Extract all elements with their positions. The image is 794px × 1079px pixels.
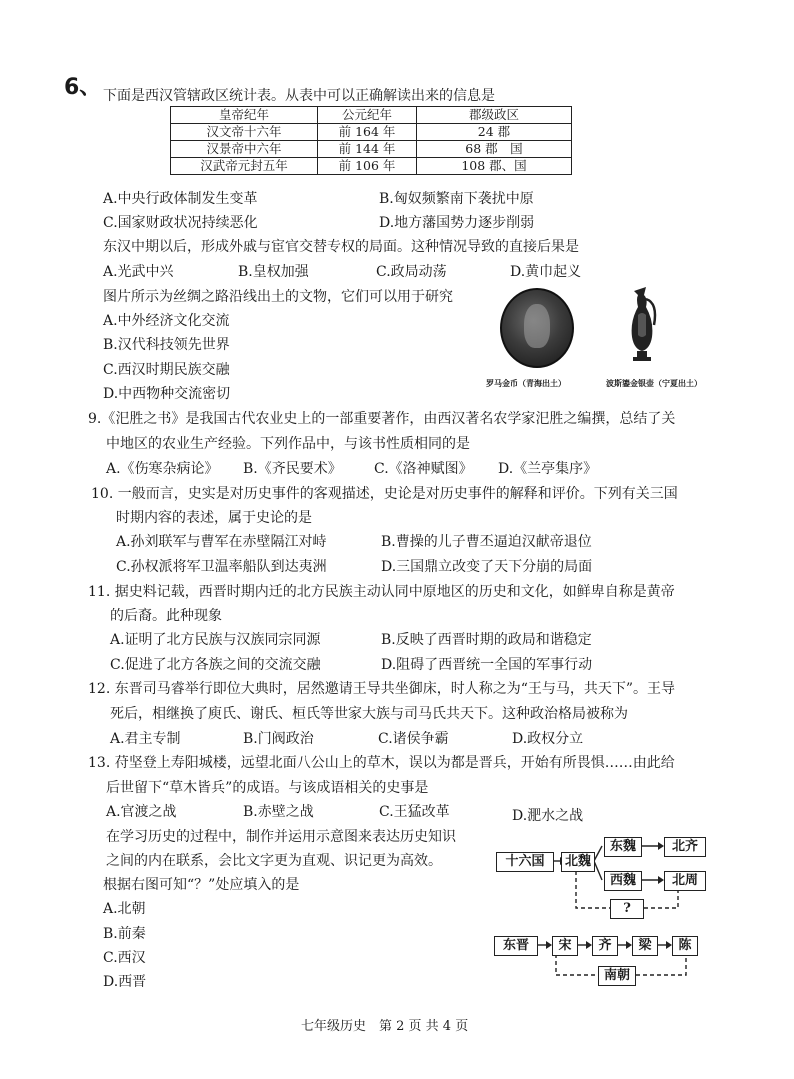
q6-option-a: A.中央行政体制发生变革	[103, 191, 258, 207]
diagram-box-northern-wei: 北魏	[561, 852, 595, 872]
q13-option-b: B.赤壁之战	[243, 804, 314, 820]
q11-option-b: B.反映了西晋时期的政局和谐稳定	[381, 632, 592, 648]
question-14-stem-line1: 在学习历史的过程中，制作并运用示意图来表达历史知识	[106, 829, 456, 845]
roman-coin-image	[500, 288, 574, 368]
question-14-stem-line2: 之间的内在联系，会比文字更为直观、识记更为高效。	[106, 853, 442, 869]
q7-option-a: A.光武中兴	[103, 264, 174, 280]
q7-option-d: D.黄巾起义	[510, 264, 582, 280]
table-cell: 汉景帝中六年	[171, 141, 318, 158]
diagram-box-northern-qi: 北齐	[664, 837, 706, 857]
q6-option-d: D.地方藩国势力逐步削弱	[379, 215, 535, 231]
table-cell: 前 106 年	[318, 158, 417, 175]
question-7-stem: 东汉中期以后，形成外戚与宦官交替专权的局面。这种情况导致的直接后果是	[103, 239, 579, 255]
question-11-stem-line2: 的后裔。此种现象	[110, 608, 222, 624]
q10-option-a: A.孙刘联军与曹军在赤壁隔江对峙	[116, 534, 327, 550]
diagram-box-western-wei: 西魏	[604, 871, 642, 891]
q9-option-a: A.《伤寒杂病论》	[106, 461, 219, 477]
q14-option-a: A.北朝	[103, 901, 146, 917]
q8-option-d: D.中西物种交流密切	[103, 386, 231, 402]
table-cell: 汉文帝十六年	[171, 124, 318, 141]
q14-option-b: B.前秦	[103, 926, 146, 942]
table-header-cell: 郡级政区	[417, 107, 572, 124]
q10-option-d: D.三国鼎立改变了天下分崩的局面	[381, 559, 593, 575]
roman-coin-caption: 罗马金币（青海出土）	[486, 379, 566, 388]
q10-option-c: C.孙权派将军卫温率船队到达夷洲	[116, 559, 327, 575]
question-10-stem-line2: 时期内容的表述，属于史论的是	[116, 510, 312, 526]
table-row	[171, 158, 572, 175]
q6-option-b: B.匈奴频繁南下袭扰中原	[379, 191, 534, 207]
question-8-stem: 图片所示为丝绸之路沿线出土的文物，它们可以用于研究	[103, 289, 453, 305]
table-cell: 前 144 年	[318, 141, 417, 158]
q12-option-d: D.政权分立	[512, 731, 584, 747]
diagram-box-qi: 齐	[592, 936, 618, 956]
diagram-box-northern-zhou: 北周	[664, 871, 706, 891]
q13-option-a: A.官渡之战	[106, 804, 177, 820]
persian-ewer-caption: 波斯鎏金银壶（宁夏出土）	[606, 379, 702, 388]
q13-option-c: C.王猛改革	[379, 804, 450, 820]
diagram-box-eastern-wei: 东魏	[604, 837, 642, 857]
table-row	[171, 141, 572, 158]
question-9-stem-line1: 9.《汜胜之书》是我国古代农业史上的一部重要著作，由西汉著名农学家汜胜之编撰，总结了关	[88, 411, 676, 427]
q9-option-b: B.《齐民要术》	[243, 461, 342, 477]
diagram-box-chen: 陈	[672, 936, 698, 956]
table-cell: 24 郡	[417, 124, 572, 141]
diagram-box-southern-dynasties: 南朝	[598, 966, 636, 986]
q14-option-d: D.西晋	[103, 974, 147, 990]
q11-option-c: C.促进了北方各族之间的交流交融	[110, 657, 321, 673]
question-11-stem-line1: 11. 据史料记载，西晋时期内迁的北方民族主动认同中原地区的历史和文化，如鲜卑自称是黄帝	[88, 584, 675, 600]
table-row	[171, 124, 572, 141]
table-cell: 68 郡 国	[417, 141, 572, 158]
diagram-box-question-mark: ?	[610, 899, 644, 919]
diagram-box-liang: 梁	[632, 936, 658, 956]
q12-option-c: C.诸侯争霸	[378, 731, 449, 747]
q8-option-c: C.西汉时期民族交融	[103, 362, 230, 378]
table-cell: 前 164 年	[318, 124, 417, 141]
question-10-stem-line1: 10. 一般而言，史实是对历史事件的客观描述，史论是对历史事件的解释和评价。下列有关三国	[91, 486, 678, 502]
q9-option-d: D.《兰亭集序》	[498, 461, 598, 477]
question-14-stem-line3: 根据右图可知“？”处应填入的是	[103, 877, 300, 893]
west-han-districts-table	[170, 106, 572, 175]
diagram-box-sixteen-kingdoms: 十六国	[496, 852, 554, 872]
persian-ewer-image	[624, 285, 660, 365]
diagram-box-song: 宋	[552, 936, 578, 956]
table-header-cell: 公元纪年	[318, 107, 417, 124]
question-13-stem-line1: 13. 苻坚登上寿阳城楼，远望北面八公山上的草木，误以为都是晋兵，开始有所畏惧……由此给	[88, 755, 675, 771]
q12-option-a: A.君主专制	[110, 731, 181, 747]
q9-option-c: C.《洛神赋图》	[374, 461, 473, 477]
table-header-cell: 皇帝纪年	[171, 107, 318, 124]
q7-option-c: C.政局动荡	[376, 264, 447, 280]
q13-option-d: D.淝水之战	[512, 808, 584, 824]
question-9-stem-line2: 中地区的农业生产经验。下列作品中，与该书性质相同的是	[106, 436, 470, 452]
table-cell: 108 郡、国	[417, 158, 572, 175]
table-header-row	[171, 107, 572, 124]
q14-option-c: C.西汉	[103, 950, 146, 966]
page-footer: 七年级历史 第 2 页 共 4 页	[301, 1019, 469, 1034]
question-12-stem-line1: 12. 东晋司马睿举行即位大典时，居然邀请王导共坐御床，时人称之为“王与马，共天下”。王导	[88, 681, 676, 697]
question-13-stem-line2: 后世留下“草木皆兵”的成语。与该成语相关的史事是	[106, 780, 429, 796]
q11-option-d: D.阻碍了西晋统一全国的军事行动	[381, 657, 593, 673]
question-12-stem-line2: 死后，相继换了庾氏、谢氏、桓氏等世家大族与司马氏共天下。这种政治格局被称为	[110, 706, 628, 722]
q10-option-b: B.曹操的儿子曹丕逼迫汉献帝退位	[381, 534, 592, 550]
question-6-stem: 下面是西汉管辖政区统计表。从表中可以正确解读出来的信息是	[103, 88, 495, 104]
diagram-box-eastern-jin: 东晋	[494, 936, 538, 956]
q12-option-b: B.门阀政治	[243, 731, 314, 747]
q8-option-a: A.中外经济文化交流	[103, 313, 230, 329]
q6-option-c: C.国家财政状况持续恶化	[103, 215, 258, 231]
q8-option-b: B.汉代科技领先世界	[103, 337, 230, 353]
q7-option-b: B.皇权加强	[238, 264, 309, 280]
q11-option-a: A.证明了北方民族与汉族同宗同源	[110, 632, 321, 648]
table-cell: 汉武帝元封五年	[171, 158, 318, 175]
question-6-number: 6、	[64, 75, 102, 100]
